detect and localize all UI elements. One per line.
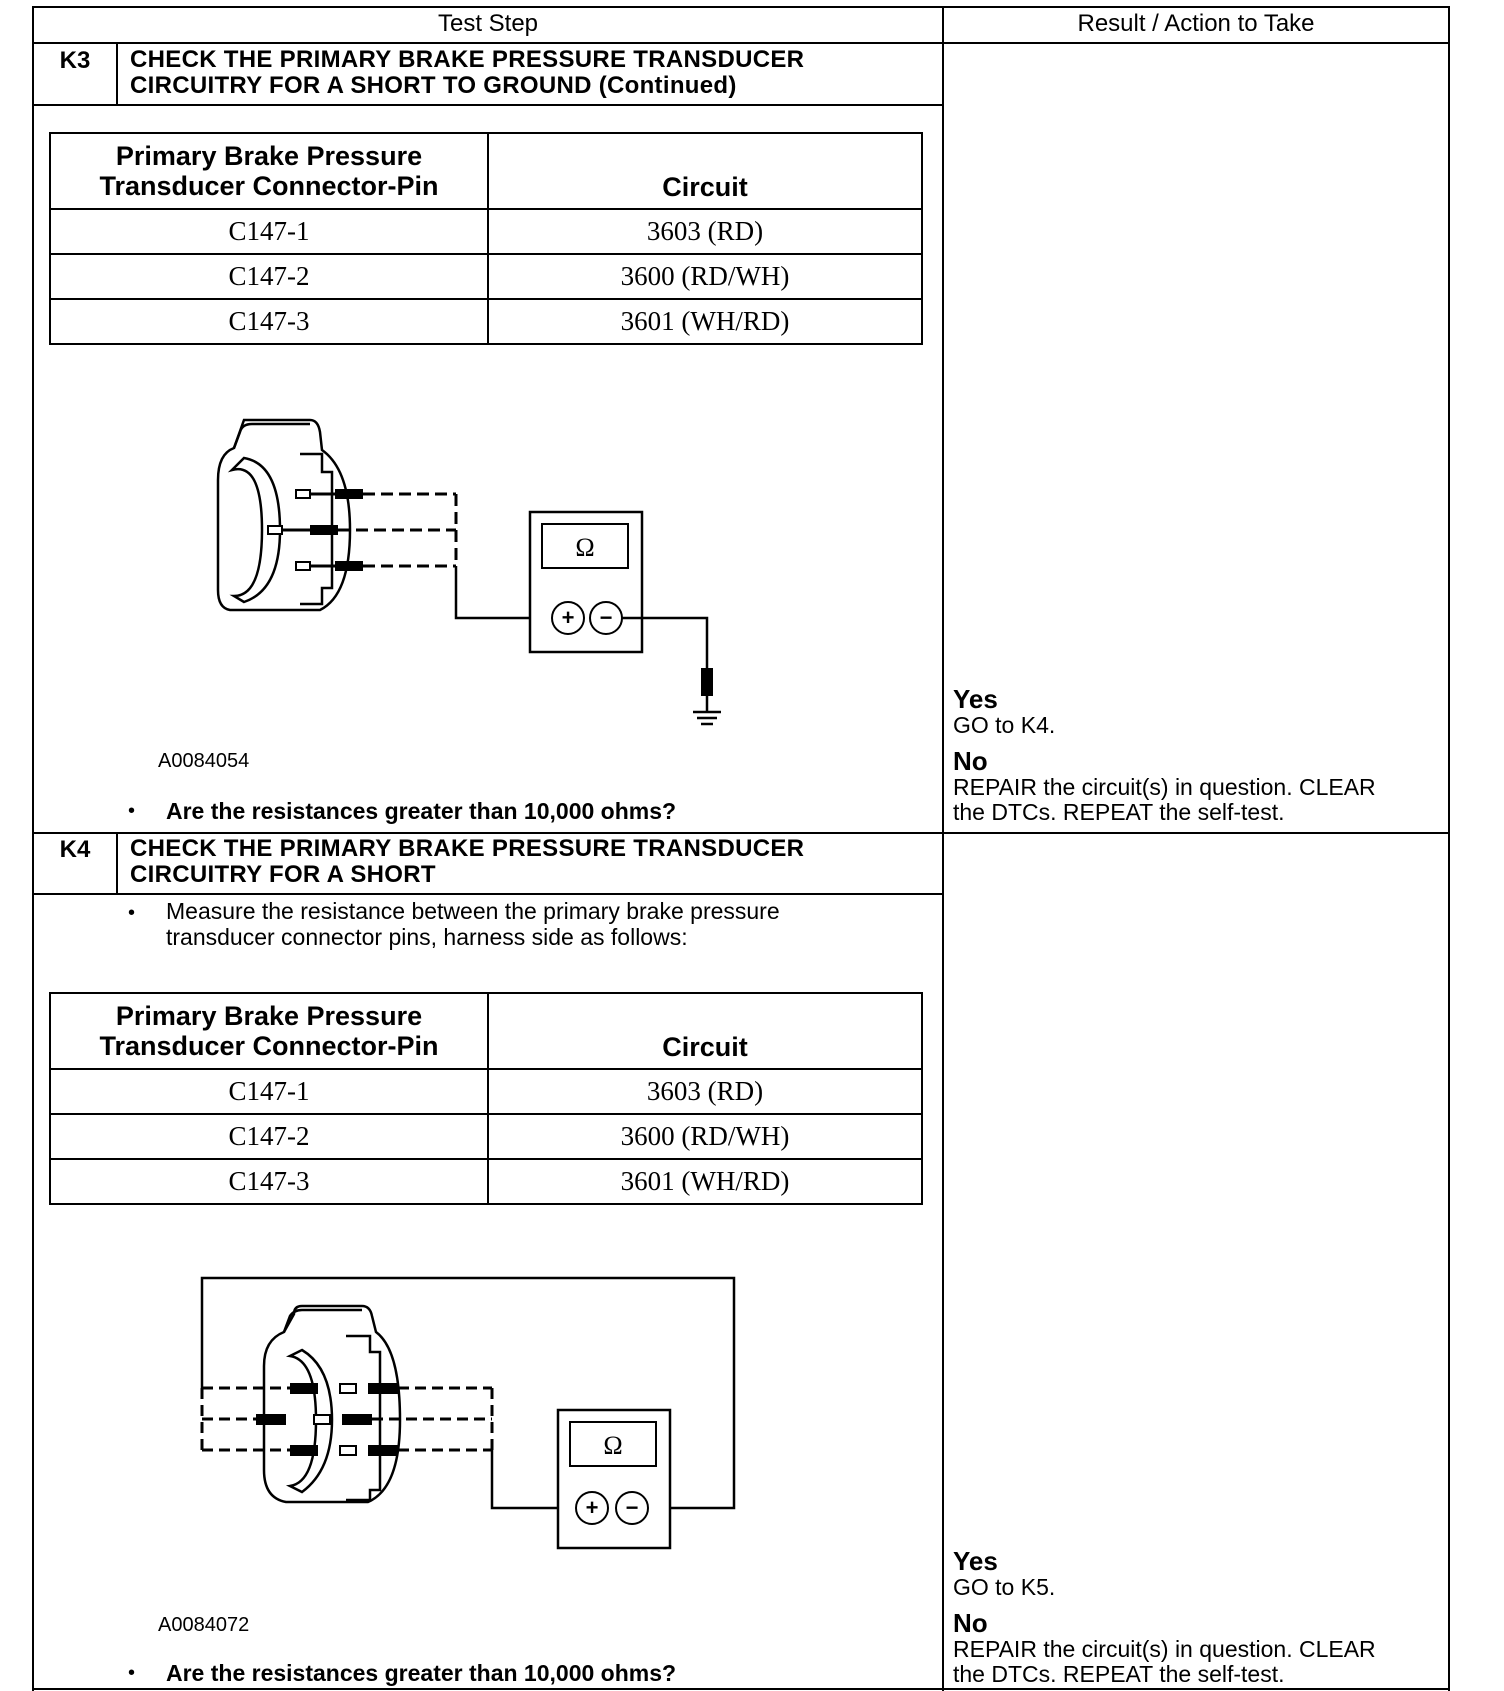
k3-head-pin-line1: Primary Brake Pressure (115, 141, 423, 171)
k4-title-rule (32, 893, 943, 895)
k4-step-title (130, 836, 804, 888)
ohm-symbol: Ω (575, 533, 595, 562)
circuit-cell: 3600 (RD/WH) (488, 254, 922, 299)
header-rule (32, 42, 1450, 44)
k4-step-id: K4 (59, 836, 91, 863)
k3-bullet: • (128, 800, 136, 822)
k3-head-pin-line2: Transducer Connector-Pin (99, 171, 439, 201)
circuit-cell: 3603 (RD) (488, 209, 922, 254)
pin-cell: C147-3 (50, 1159, 488, 1204)
frame-right (1448, 6, 1450, 1691)
frame-top (32, 6, 1450, 8)
k3-step-id: K3 (59, 47, 91, 74)
k3-table-header (50, 133, 922, 209)
pin-1 (340, 1384, 356, 1393)
k4-head-pin (50, 993, 488, 1069)
circuit-cell: 3603 (RD) (488, 1069, 922, 1114)
k4-no-action (953, 1637, 1376, 1687)
k3-no-action (953, 775, 1376, 825)
k3-no-action-line1: REPAIR the circuit(s) in question. CLEAR (953, 774, 1376, 800)
k4-instruction-line1: Measure the resistance between the primary brake pressure (166, 898, 780, 924)
pin-cell: C147-2 (50, 1114, 488, 1159)
pin-cell: C147-1 (50, 209, 488, 254)
ground-icon (693, 712, 721, 724)
k3-question: Are the resistances greater than 10,000 ohms? (166, 798, 677, 824)
k4-no-action-line1: REPAIR the circuit(s) in question. CLEAR (953, 1636, 1376, 1662)
k4-no-label: No (953, 1608, 988, 1638)
k3-title-rule (32, 104, 943, 106)
k3-no-action-line2: the DTCs. REPEAT the self-test. (953, 799, 1285, 825)
k4-title-line1: CHECK THE PRIMARY BRAKE PRESSURE TRANSDUCER (130, 835, 805, 862)
k4-yes-label: Yes (953, 1546, 998, 1576)
column-divider (942, 6, 944, 1691)
k4-wiring-diagram (190, 1270, 750, 1550)
k4-head-pin-line1: Primary Brake Pressure (115, 1001, 423, 1031)
k4-instruction (166, 898, 780, 950)
pin-cell: C147-2 (50, 254, 488, 299)
k4-id-divider (116, 832, 118, 894)
table-row (50, 1159, 922, 1204)
header-test-step: Test Step (437, 10, 539, 37)
k4-question-bullet: • (128, 1662, 136, 1684)
k4-head-pin-line2: Transducer Connector-Pin (99, 1031, 439, 1061)
k3-id-divider (116, 42, 118, 105)
k4-bullet: • (128, 902, 136, 924)
k3-wiring-diagram (200, 410, 760, 740)
svg-text:−: − (599, 605, 613, 630)
k3-figure-id: A0084054 (158, 750, 250, 772)
k3-title-line2: CIRCUITRY FOR A SHORT TO GROUND (Continued) (130, 72, 737, 99)
table-row (50, 209, 922, 254)
k4-instruction-line2: transducer connector pins, harness side as follows: (166, 924, 688, 950)
k4-question: Are the resistances greater than 10,000 ohms? (166, 1660, 677, 1686)
pin-1 (296, 490, 310, 498)
table-row (50, 1114, 922, 1159)
pin-cell: C147-3 (50, 299, 488, 344)
k3-title-line1: CHECK THE PRIMARY BRAKE PRESSURE TRANSDUCER (130, 46, 805, 73)
k4-no-action-line2: the DTCs. REPEAT the self-test. (953, 1661, 1285, 1687)
ohm-symbol: Ω (603, 1431, 623, 1460)
svg-text:−: − (625, 1495, 639, 1520)
k4-head-circuit: Circuit (488, 993, 922, 1069)
k3-head-pin (50, 133, 488, 209)
k4-figure-id: A0084072 (158, 1614, 250, 1636)
pin-2 (268, 526, 282, 534)
k4-yes-action: GO to K5. (953, 1574, 1056, 1600)
connector-body (218, 420, 350, 610)
k3-yes-label: Yes (953, 684, 998, 714)
k4-table-header (50, 993, 922, 1069)
pin-2 (314, 1415, 330, 1424)
circuit-cell: 3601 (WH/RD) (488, 1159, 922, 1204)
circuit-cell: 3600 (RD/WH) (488, 1114, 922, 1159)
circuit-cell: 3601 (WH/RD) (488, 299, 922, 344)
header-result: Result / Action to Take (1077, 10, 1315, 37)
k4-title-line2: CIRCUITRY FOR A SHORT (130, 861, 436, 888)
k3-head-circuit: Circuit (488, 133, 922, 209)
svg-text:+: + (585, 1495, 599, 1520)
k3-yes-action: GO to K4. (953, 712, 1056, 738)
k3-step-title (130, 47, 804, 99)
table-row (50, 299, 922, 344)
svg-text:+: + (561, 605, 575, 630)
k3-pin-table (49, 132, 923, 345)
pin-3 (296, 562, 310, 570)
pin-3 (340, 1446, 356, 1455)
table-row (50, 1069, 922, 1114)
k4-pin-table (49, 992, 923, 1205)
step-divider (32, 832, 1450, 834)
pin-cell: C147-1 (50, 1069, 488, 1114)
table-row (50, 254, 922, 299)
k3-no-label: No (953, 746, 988, 776)
